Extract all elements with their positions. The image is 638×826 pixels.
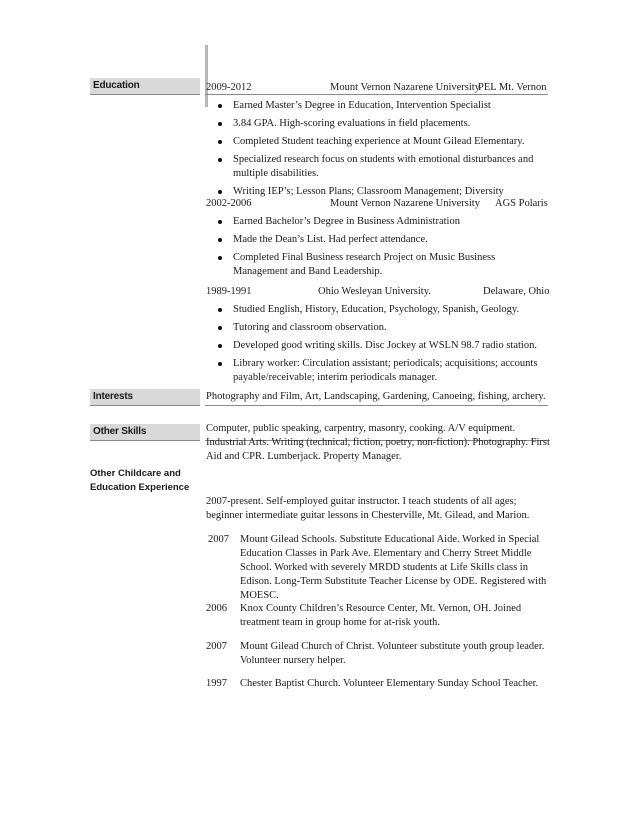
experience-year: 2007 xyxy=(208,534,229,545)
education-school: Mount Vernon Nazarene University xyxy=(330,198,480,209)
education-extra: Delaware, Ohio xyxy=(483,286,550,297)
experience-year: 2006 xyxy=(206,603,227,614)
experience-year: 1997 xyxy=(206,678,227,689)
bullet-item: Completed Final Business research Project on Music Business Management and Band Leadership. xyxy=(206,251,551,279)
education-extra: PEL Mt. Vernon xyxy=(478,82,547,93)
experience-entry xyxy=(206,602,551,630)
education-school: Mount Vernon Nazarene University xyxy=(330,82,480,93)
interests-rule xyxy=(205,405,548,406)
other-skills-text: Computer, public speaking, carpentry, masonry, cooking. A/V equipment. Industrial Arts. Writing (technical, fiction, poetry, non-fiction). Photography. First Aid and CPR. Lumberjack. Property Manager. xyxy=(206,423,550,462)
experience-description: Mount Gilead Church of Christ. Volunteer substitute youth group leader. Volunteer nursery helper. xyxy=(240,641,545,666)
bullet-item: Specialized research focus on students with emotional disturbances and multiple disabilities. xyxy=(206,153,551,181)
childcare-label: Other Childcare and Education Experience xyxy=(90,468,190,493)
bullet-item: Developed good writing skills. Disc Jockey at WSLN 98.7 radio station. xyxy=(206,339,551,353)
other-skills-label: Other Skills xyxy=(90,424,200,441)
bullet-item: Library worker: Circulation assistant; periodicals; acquisitions; accounts payable/receivable; interim periodicals manager. xyxy=(206,357,551,385)
experience-year: 2007 xyxy=(206,641,227,652)
education-bullets xyxy=(206,215,551,279)
education-entry-2 xyxy=(206,197,551,279)
experience-description: Chester Baptist Church. Volunteer Elementary Sunday School Teacher. xyxy=(240,678,539,689)
bullet-item: Studied English, History, Education, Psychology, Spanish, Geology. xyxy=(206,303,551,317)
education-bullets xyxy=(206,99,551,199)
bullet-item: Tutoring and classroom observation. xyxy=(206,321,551,335)
bullet-item: 3.84 GPA. High-scoring evaluations in field placements. xyxy=(206,117,551,131)
education-years: 1989-1991 xyxy=(206,286,252,297)
education-extra: AGS Polaris xyxy=(495,198,548,209)
education-entry-header xyxy=(206,197,551,211)
bullet-item: Made the Dean’s List. Had perfect attendance. xyxy=(206,233,551,247)
bullet-item: Earned Bachelor’s Degree in Business Administration xyxy=(206,215,551,229)
education-entry-1 xyxy=(206,81,551,199)
bullet-item: Earned Master’s Degree in Education, Intervention Specialist xyxy=(206,99,551,113)
education-bullets xyxy=(206,303,551,385)
education-entry-3 xyxy=(206,285,551,385)
education-label: Education xyxy=(90,78,200,95)
education-entry-header xyxy=(206,285,551,299)
education-entry-header xyxy=(206,81,551,95)
experience-entry xyxy=(206,640,551,668)
childcare-intro: 2007-present. Self-employed guitar instructor. I teach students of all ages; beginner intermediate guitar lessons in Chesterville, Mt. Gilead, and Marion. xyxy=(206,496,530,521)
interests-text: Photography and Film, Art, Landscaping, Gardening, Canoeing, fishing, archery. xyxy=(206,391,546,402)
bullet-item: Completed Student teaching experience at Mount Gilead Elementary. xyxy=(206,135,551,149)
education-years: 2002-2006 xyxy=(206,198,252,209)
education-years: 2009-2012 xyxy=(206,82,252,93)
experience-entry xyxy=(206,533,551,603)
experience-entry xyxy=(206,677,551,691)
interests-label: Interests xyxy=(90,389,200,406)
education-school: Ohio Wesleyan University. xyxy=(318,286,431,297)
bullet-item: Writing IEP’s; Lesson Plans; Classroom Management; Diversity xyxy=(206,185,551,199)
experience-description: Mount Gilead Schools. Substitute Educational Aide. Worked in Special Education Classes in Park Ave. Elementary and Cherry Street Middle School. Worked with severely MRDD students at Life Skills class in Edison. Long-Term Substitute Teacher License by ODE. Registered with MOESC. xyxy=(240,534,547,601)
experience-description: Knox County Children’s Resource Center, Mt. Vernon, OH. Joined treatment team in group home for at-risk youth. xyxy=(240,603,522,628)
